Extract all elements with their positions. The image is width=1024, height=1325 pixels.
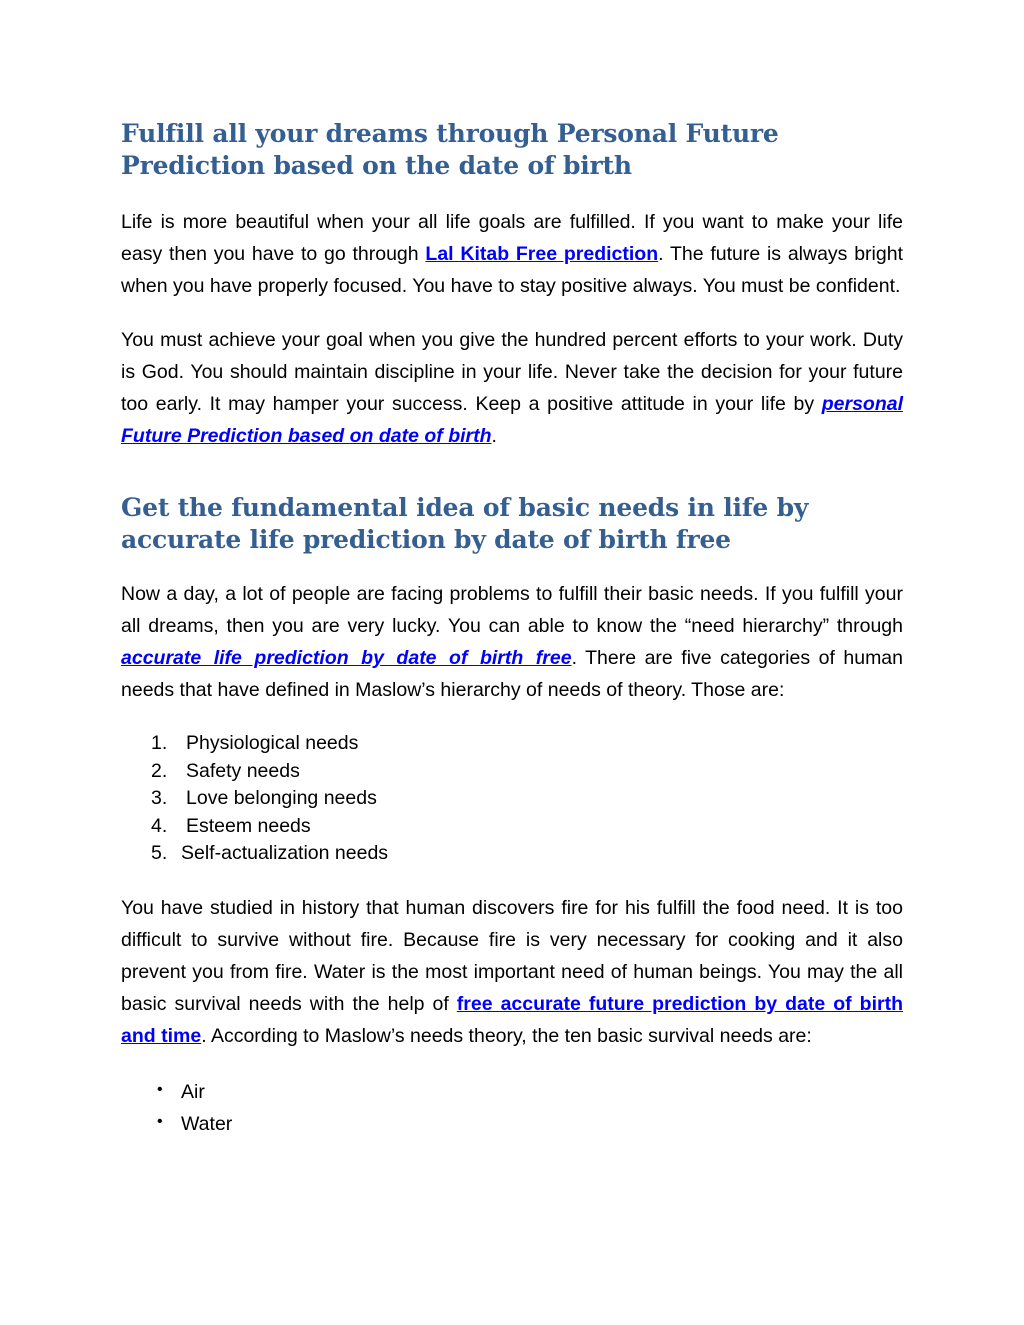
list-item-number: 2. [151,759,168,782]
survival-needs-list [121,1076,903,1140]
link-lal-kitab-free-prediction[interactable]: Lal Kitab Free prediction [425,243,659,265]
paragraph-achieve-goal [121,324,903,452]
list-item-label: Air [181,1080,205,1103]
list-item [121,758,903,786]
link-accurate-life-prediction[interactable]: accurate life prediction by date of birth free [121,647,572,669]
list-item [121,1108,903,1140]
list-item-number: 1. [151,732,168,754]
list-item-label: Self-actualization needs [181,842,389,865]
list-item-label: Water [181,1112,233,1135]
list-item [121,785,903,813]
needs-hierarchy-list [121,730,903,868]
paragraph-survival-needs [121,892,903,1052]
list-item-label: Safety needs [186,759,300,782]
list-item [121,840,903,868]
paragraph-text: Life is more beautiful when your all life goals are fulfilled. If you want to make your life easy then you have to go through [121,211,903,265]
paragraph-life-goals [121,206,903,302]
list-item [121,1076,903,1108]
paragraph-text: . [491,425,497,447]
list-item-number: 5. [151,842,168,865]
list-item [121,813,903,841]
paragraph-text: . There are five categories of human needs that have defined in Maslow’s hierarchy of needs of theory. Those are: [121,647,903,701]
paragraph-text: Now a day, a lot of people are facing problems to fulfill their basic needs. If you fulfill your all dreams, then you are very lucky. You can able to know the “need hierarchy” through [121,583,903,637]
document-page [121,118,903,1140]
paragraph-text: You must achieve your goal when you give the hundred percent efforts to your work. Duty is God. You should maintain discipline in your life. Never take the decision for your future too early. It may hamper your success. Keep a positive attitude in your life by [121,329,903,415]
heading-personal-future-prediction: Fulfill all your dreams through Personal Future Prediction based on the date of birth [121,119,779,180]
list-item-number: 4. [151,814,168,837]
paragraph-text: . The future is always bright when you have properly focused. You have to stay positive always. You must be confident. [121,243,903,297]
list-item-label: Physiological needs [186,732,359,754]
paragraph-basic-needs [121,578,903,706]
bullet-icon: • [157,1112,163,1130]
heading-basic-needs: Get the fundamental idea of basic needs in life by accurate life prediction by date of birth free [121,493,809,554]
list-item-label: Love belonging needs [186,787,377,810]
list-item-label: Esteem needs [186,814,311,837]
bullet-icon: • [157,1080,163,1098]
paragraph-text: You have studied in history that human discovers fire for his fulfill the food need. It is too difficult to survive without fire. Because fire is very necessary for cooking and it also prevent you from fire. Water is the most important need of human beings. You may the all basic survival needs with the help of [121,896,903,1015]
link-free-accurate-future-prediction[interactable]: free accurate future prediction by date of birth and time [121,992,903,1047]
list-item [121,730,903,758]
link-personal-future-prediction[interactable]: personal Future Prediction based on date of birth [121,393,903,447]
list-item-number: 3. [151,787,168,810]
paragraph-text: . According to Maslow’s needs theory, the ten basic survival needs are: [201,1024,812,1047]
